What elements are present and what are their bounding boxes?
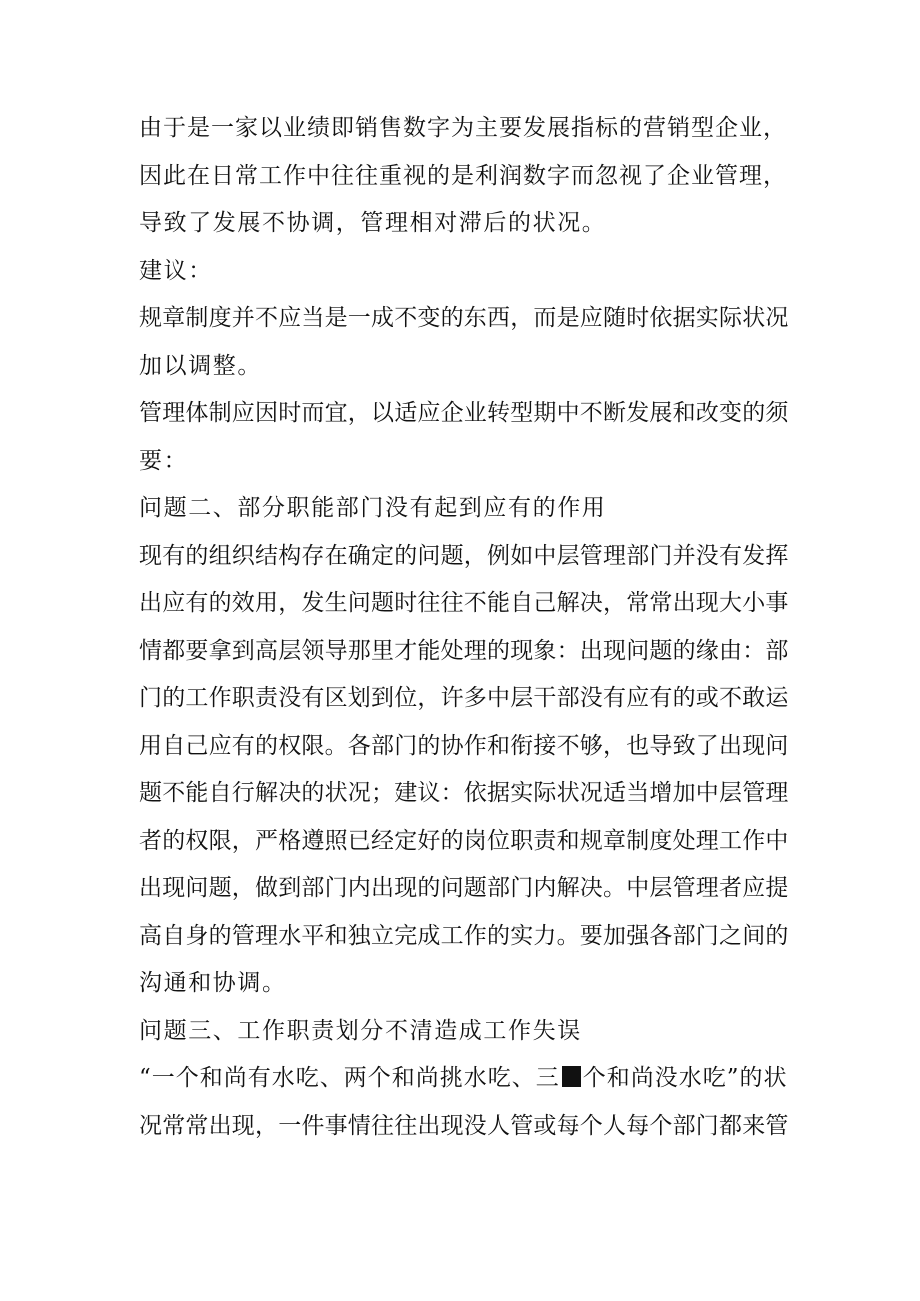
text-line-9: 问题二、部分职能部门没有起到应有的作用 [139, 495, 607, 521]
text-line [139, 1103, 789, 1151]
document-body [139, 105, 789, 1150]
quote-text-after: 个和尚没水吃”的状 [582, 1065, 788, 1091]
text-line-11: 出应有的效用，发生问题时往往不能自己解决，常常出现大小事 [139, 590, 789, 616]
quote-line [139, 1055, 789, 1103]
text-line [139, 960, 789, 1008]
text-line-3: 导致了发展不协调，管理相对滞后的状况。 [139, 210, 607, 236]
quote-text-before: “一个和尚有水吃、两个和尚挑水吃、三 [139, 1065, 560, 1091]
text-line-15: 题不能自行解决的状况；建议：依据实际状况适当增加中层管理 [139, 780, 789, 806]
text-line [139, 295, 789, 343]
text-line-20: 问题三、工作职责划分不清造成工作失误 [139, 1017, 582, 1044]
text-line-2: 因此在日常工作中往往重视的是利润数字而忽视了企业管理， [139, 162, 787, 189]
text-line-1: 由于是一家以业绩即销售数字为主要发展指标的营销型企业， [139, 115, 787, 141]
redaction-block [562, 1066, 581, 1087]
text-line-19: 沟通和协调。 [139, 970, 287, 996]
text-line [139, 865, 789, 913]
text-line [139, 438, 789, 486]
text-line-18: 高自身的管理水平和独立完成工作的实力。要加强各部门之间的 [139, 922, 789, 949]
text-line [139, 818, 789, 866]
text-line-5: 规章制度并不应当是一成不变的东西，而是应随时依据实际状况 [139, 305, 789, 331]
text-line [139, 485, 789, 533]
text-line-14: 用自己应有的权限。各部门的协作和衔接不够，也导致了出现问 [139, 732, 789, 759]
text-line [139, 1008, 789, 1056]
text-line [139, 628, 789, 676]
text-line [139, 580, 789, 628]
text-line-21 [139, 1055, 789, 1103]
text-line [139, 390, 789, 438]
text-line [139, 248, 789, 296]
text-line-22: 况常常出现，一件事情往往出现没人管或每个人每个部门都来管 [139, 1112, 789, 1139]
text-line [139, 770, 789, 818]
text-line [139, 153, 789, 201]
text-line [139, 675, 789, 723]
text-line-10: 现有的组织结构存在确定的问题，例如中层管理部门并没有发挥 [139, 542, 789, 569]
text-line [139, 723, 789, 771]
text-line [139, 533, 789, 581]
text-line-17: 出现问题，做到部门内出现的问题部门内解决。中层管理者应提 [139, 875, 789, 901]
text-line-12: 情都要拿到高层领导那里才能处理的现象：出现问题的缘由：部 [139, 637, 789, 664]
text-line-16: 者的权限，严格遵照已经定好的岗位职责和规章制度处理工作中 [139, 827, 789, 854]
text-line-8: 要： [139, 447, 189, 474]
text-line-4: 建议： [139, 257, 213, 284]
text-line-6: 加以调整。 [139, 352, 262, 379]
text-line [139, 105, 789, 153]
text-line [139, 913, 789, 961]
text-line-7: 管理体制应因时而宜，以适应企业转型期中不断发展和改变的须 [139, 400, 789, 426]
text-line-13: 门的工作职责没有区划到位，许多中层干部没有应有的或不敢运 [139, 685, 789, 711]
text-line [139, 343, 789, 391]
text-line [139, 200, 789, 248]
